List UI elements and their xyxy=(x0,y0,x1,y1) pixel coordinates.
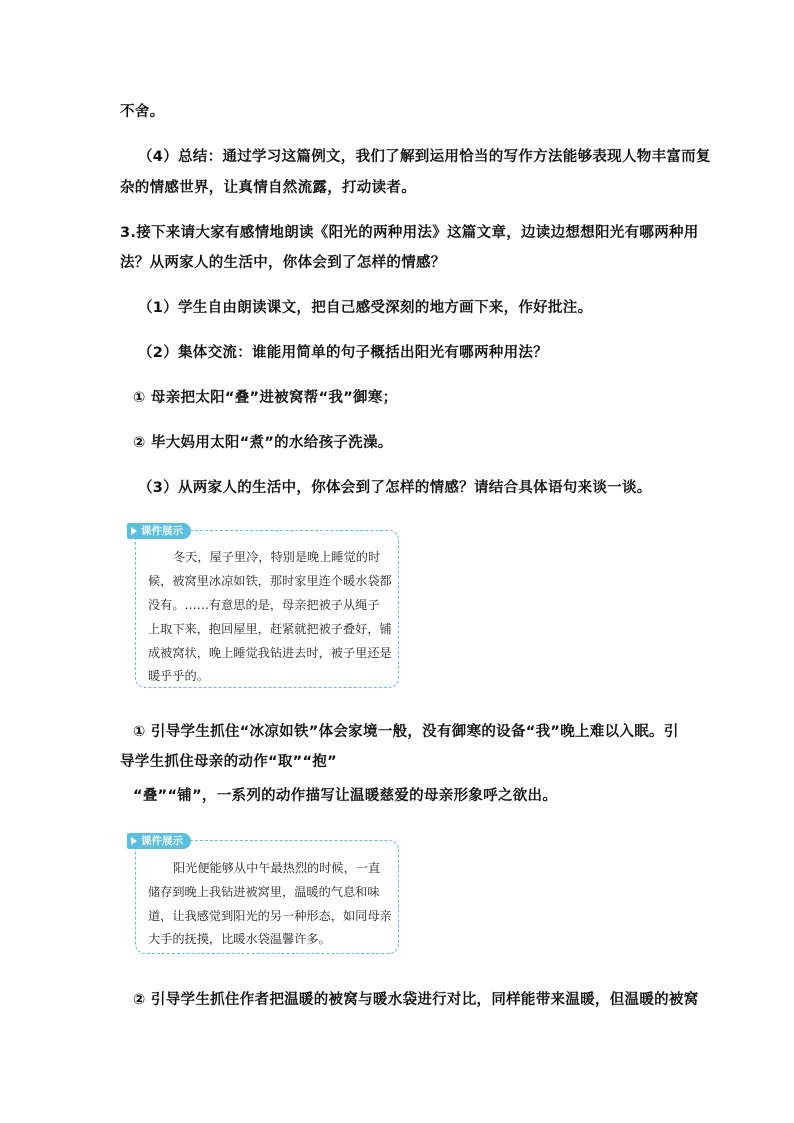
text-line-14: ② 引导学生抓住作者把温暖的被窝与暖水袋进行对比，同样能带来温暖，但温暖的被窝 xyxy=(133,992,699,1008)
text-line-5: 法？从两家人的生活中，你体会到了怎样的情感？ xyxy=(120,255,446,271)
callout-2-line-1: 阳光便能够从中午最热烈的时候，一直 xyxy=(173,861,381,875)
play-arrow-icon xyxy=(131,527,137,535)
text-line-7: （2）集体交流：谁能用简单的句子概括出阳光有哪两种用法？ xyxy=(138,345,548,361)
text-line-10: （3）从两家人的生活中，你体会到了怎样的情感？请结合具体语句来谈一谈。 xyxy=(138,480,652,496)
callout-1-line-3: 没有。……有意思的是，母亲把被子从绳子 xyxy=(148,598,380,612)
text-line-13: “叠”“铺”，一系列的动作描写让温暖慈爱的母亲形象呼之欲出。 xyxy=(133,788,558,804)
callout-2-line-4: 大手的抚摸，比暖水袋温馨许多。 xyxy=(148,932,331,946)
callout-1-line-6: 暖乎乎的。 xyxy=(148,669,209,683)
callout-tag-label-1: 课件展示 xyxy=(141,525,183,537)
callout-2-line-3: 道，让我感觉到阳光的另一种形态，如同母亲 xyxy=(148,909,392,923)
callout-1-line-4: 上取下来，抱回屋里，赶紧就把被子叠好，铺 xyxy=(148,622,392,636)
callout-2-line-2: 储存到晚上我钻进被窝里，温暖的气息和味 xyxy=(148,885,380,899)
text-line-6: （1）学生自由朗读课文，把自己感受深刻的地方画下来，作好批注。 xyxy=(138,300,593,316)
text-line-9: ② 毕大妈用太阳“煮”的水给孩子洗澡。 xyxy=(133,435,393,451)
text-line-11: ① 引导学生抓住“冰凉如铁”体会家境一般，没有御寒的设备“我”晚上难以入眠。引 xyxy=(133,724,679,740)
text-line-12: 导学生抓住母亲的动作“取”“抱” xyxy=(120,754,337,770)
text-line-3: 杂的情感世界，让真情自然流露，打动读者。 xyxy=(120,180,416,196)
callout-1-line-1: 冬天，屋子里冷，特别是晚上睡觉的时 xyxy=(173,550,381,564)
text-line-8: ① 母亲把太阳“叠”进被窝帮“我”御寒； xyxy=(133,390,398,406)
text-line-1: 不舍。 xyxy=(120,104,165,120)
callout-tag-label-2: 课件展示 xyxy=(141,835,183,847)
text-line-4: 3.接下来请大家有感情地朗读《阳光的两种用法》这篇文章，边读边想想阳光有哪两种用 xyxy=(120,225,699,241)
callout-tag-2 xyxy=(127,833,191,849)
text-line-2: （4）总结：通过学习这篇例文，我们了解到运用恰当的写作方法能够表现人物丰富而复 xyxy=(138,149,711,165)
callout-tag-1 xyxy=(127,523,191,539)
callout-1-line-5: 成被窝状，晚上睡觉我钻进去时，被子里还是 xyxy=(148,646,392,660)
play-arrow-icon xyxy=(131,837,137,845)
callout-1-line-2: 候，被窝里冰凉如铁，那时家里连个暖水袋都 xyxy=(148,574,392,588)
